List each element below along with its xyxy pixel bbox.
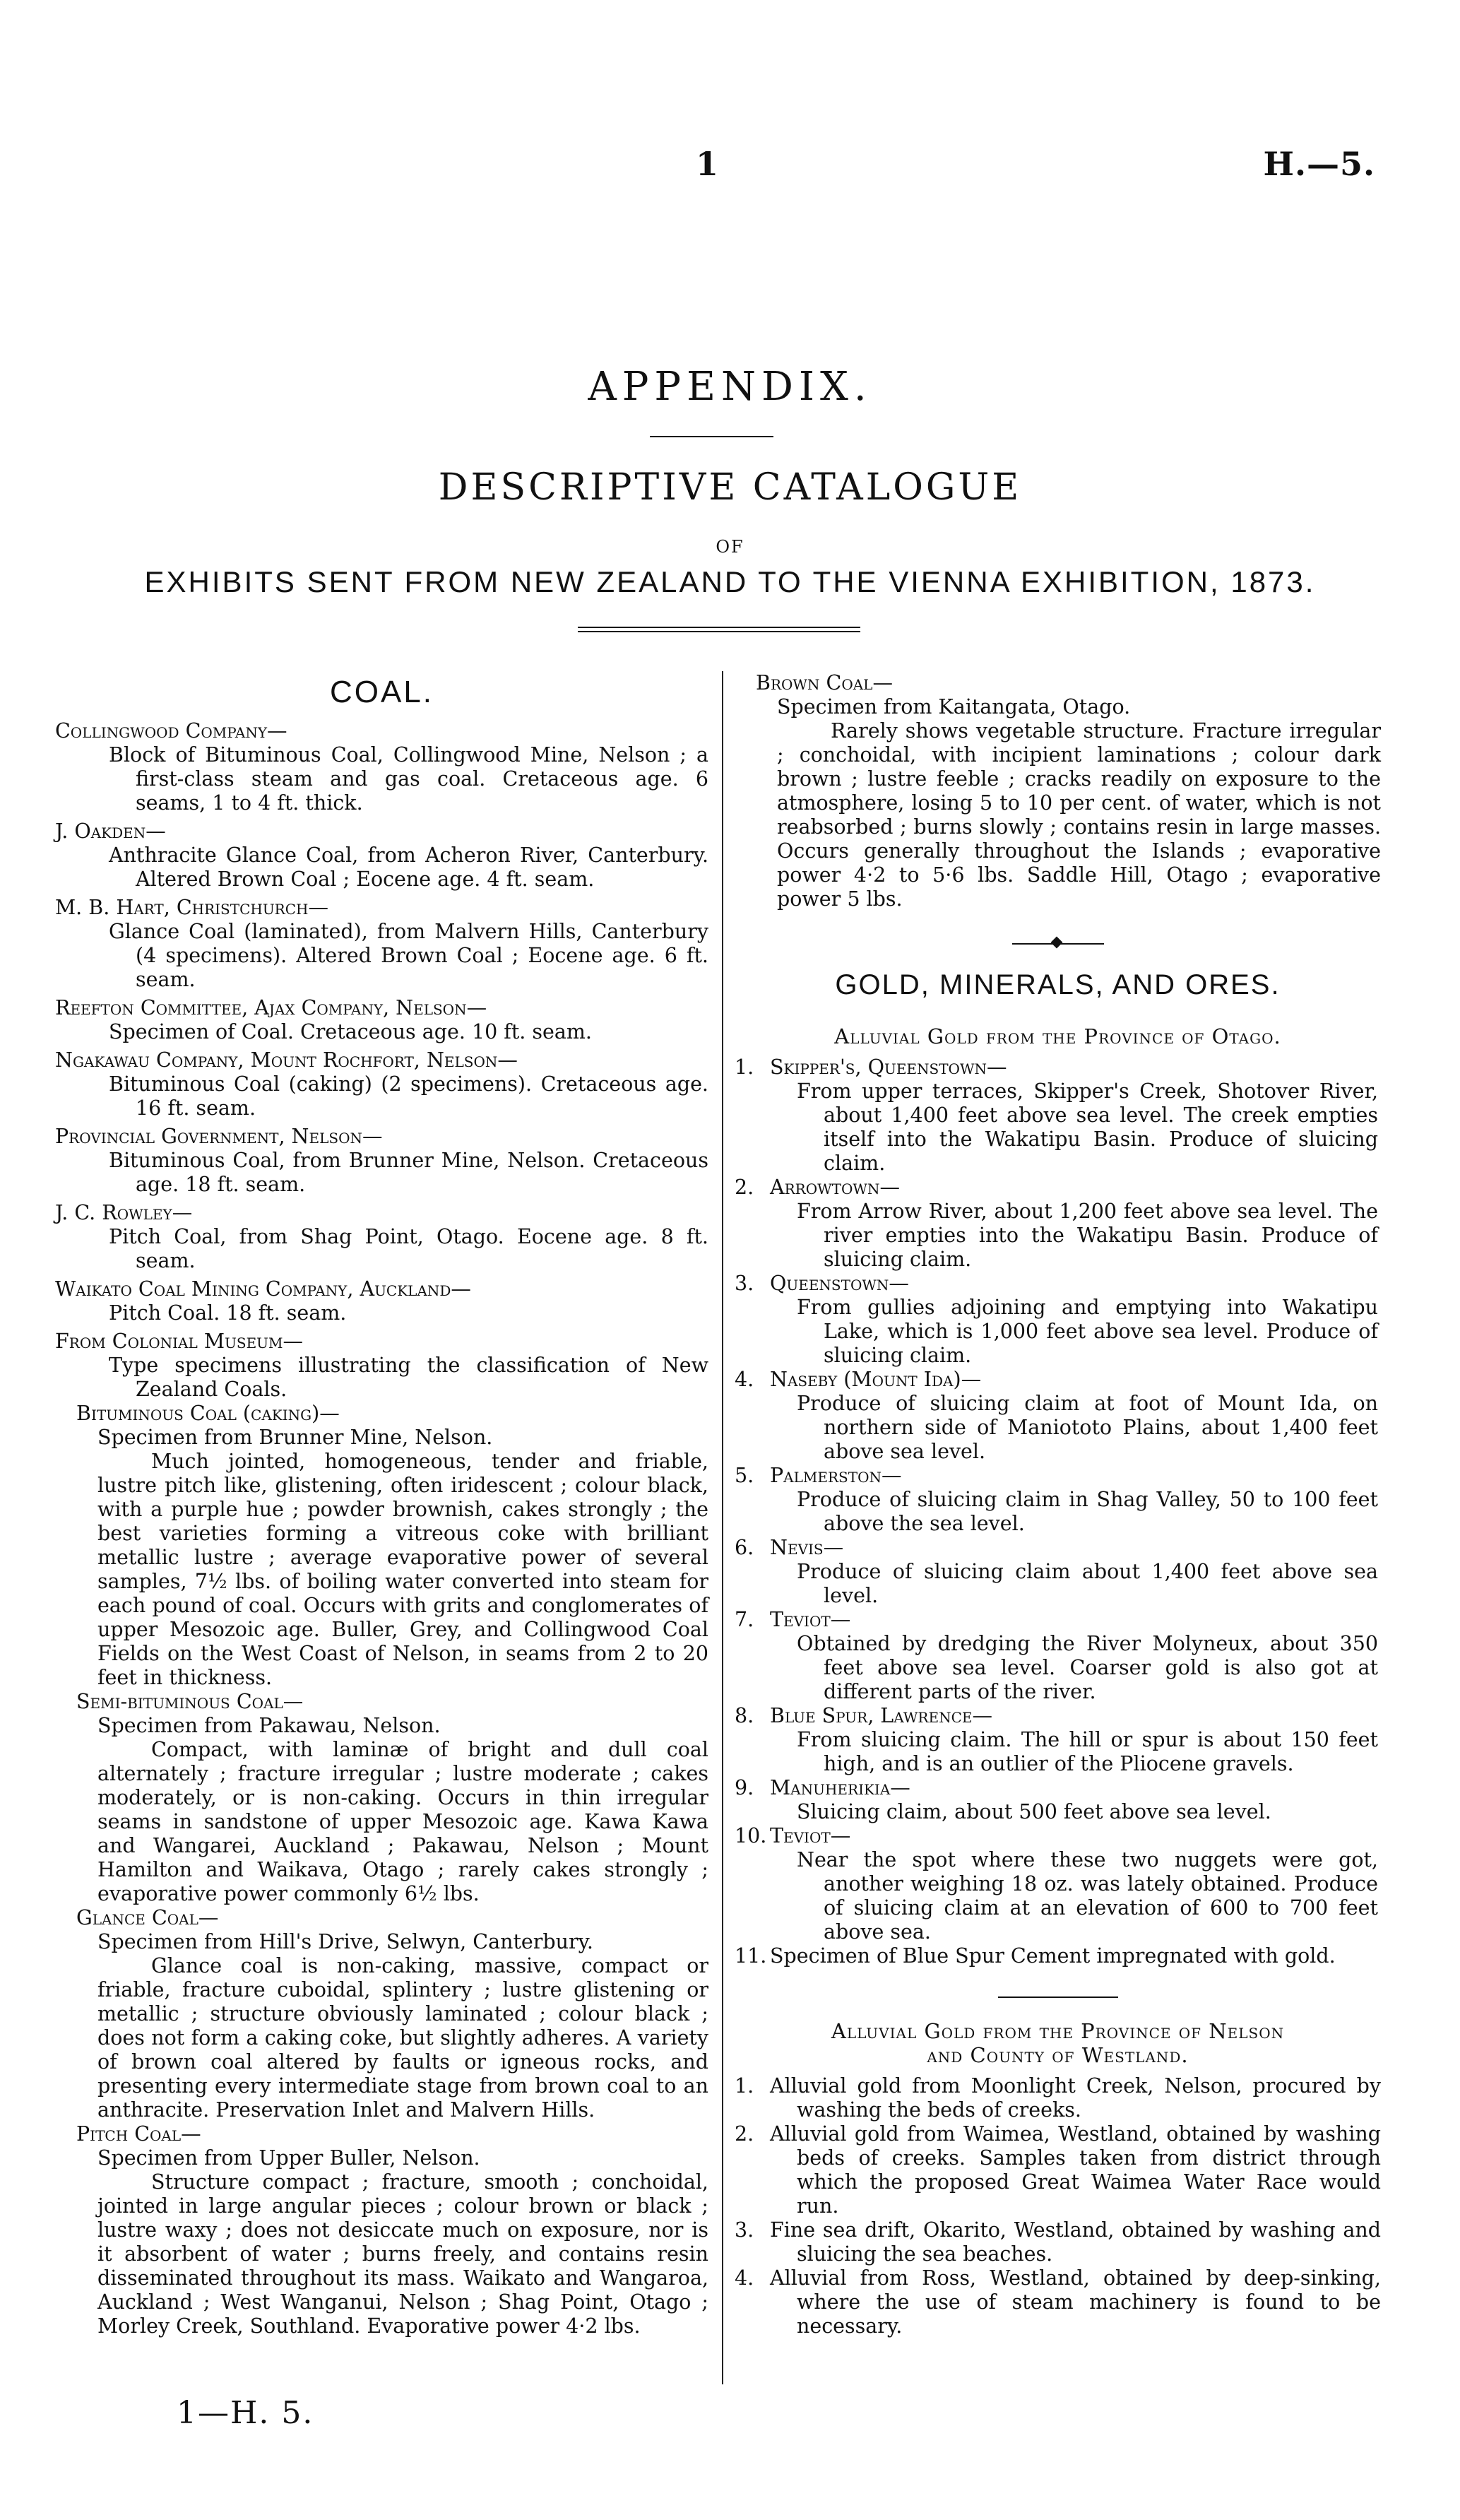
item-place: Skipper's, Queenstown— [770,1055,1007,1079]
coal-entry [55,719,708,815]
item-text: Fine sea drift, Okarito, Westland, obtained by washing and sluicing the sea beaches. [770,2218,1381,2266]
sub-description: Compact, with laminæ of bright and dull coal alternately ; fracture irregular ; lustre moderate ; cakes moderately, or is non-caking. Occurs in thin irregular seams in sandstone of upper Mesozoic age. Kawa Kawa and Wangarei, Auckland ; Pakawau, Nelson ; Mount Hamilton and Waikava, Otago ; rarely cakes strongly ; evaporative power commonly 6½ lbs. [97,1738,708,1905]
list-item [735,1464,1381,1536]
coal-heading: COAL. [329,675,434,709]
list-item [735,2266,1381,2338]
list-item [735,1176,1381,1272]
item-number: 6. [735,1536,754,1559]
coal-entry [55,1048,708,1120]
sub-specimen: Specimen from Pakawau, Nelson. [97,1714,441,1737]
coal-entry [55,1125,708,1197]
nelson-heading-line: and County of Westland. [927,2043,1189,2067]
item-text: Produce of sluicing claim in Shag Valley, 50 to 100 feet above the sea level. [797,1488,1378,1535]
item-place: Palmerston— [770,1464,902,1487]
entry-head: J. Oakden— [55,820,166,843]
item-place: Teviot— [770,1824,851,1847]
coal-entry [55,896,708,992]
item-number: 3. [735,1272,754,1295]
item-number: 3. [735,2218,754,2242]
entry-text: Bituminous Coal, from Brunner Mine, Nelson. Cretaceous age. 18 ft. seam. [109,1149,708,1196]
entry-text: Anthracite Glance Coal, from Acheron River, Canterbury. Altered Brown Coal ; Eocene age. 4 ft. seam. [109,844,708,891]
item-number: 5. [735,1464,754,1487]
sub-description: Glance coal is non-caking, massive, compact or friable, fracture cuboidal, splintery ; lustre glistening or metallic ; structure obviously laminated ; colour black ; does not form a caking coke, but slightly adheres. A variety of brown coal altered by faults or igneous rocks, and presenting every intermediate stage from brown coal to an anthracite. Preservation Inlet and Malvern Hills. [97,1954,708,2122]
appendix-title: APPENDIX. [588,364,872,410]
sub-head: Semi-bituminous Coal— [76,1690,304,1713]
coal-entry [55,1277,708,1325]
sub-specimen: Specimen from Hill's Drive, Selwyn, Canterbury. [97,1930,593,1953]
sub-head: Glance Coal— [76,1906,219,1929]
item-number: 10. [735,1824,767,1847]
item-text: Specimen of Blue Spur Cement impregnated with gold. [770,1944,1336,1968]
item-text: Obtained by dredging the River Molyneux, about 350 feet above sea level. Coarser gold is also got at different parts of the river. [797,1632,1378,1703]
column-divider [722,671,723,2384]
entry-head: Reefton Committee, Ajax Company, Nelson— [55,996,487,1019]
coal-entry [55,996,708,1044]
list-item [735,1824,1381,1944]
list-item [735,1055,1381,1176]
item-place: Blue Spur, Lawrence— [770,1704,992,1727]
entry-head: Ngakawau Company, Mount Rochfort, Nelson— [55,1048,518,1072]
list-item [735,1704,1381,1776]
double-rule [578,627,860,632]
item-place: Naseby (Mount Ida)— [770,1368,982,1391]
of-label: OF [716,537,744,557]
coal-entry [55,820,708,892]
title-rule [650,436,773,437]
item-place: Queenstown— [770,1272,909,1295]
item-text: Alluvial from Ross, Westland, obtained by deep-sinking, where the use of steam machinery is found to be necessary. [770,2266,1381,2338]
item-number: 4. [735,1368,754,1391]
item-number: 9. [735,1776,754,1799]
item-place: Teviot— [770,1608,851,1631]
entry-text: Pitch Coal. 18 ft. seam. [109,1301,347,1325]
nelson-heading-line: Alluvial Gold from the Province of Nelson [831,2019,1285,2043]
item-number: 8. [735,1704,754,1727]
item-text: From upper terraces, Skipper's Creek, Shotover River, about 1,400 feet above sea level. The creek empties itself into the Wakatipu Basin. Produce of sluicing claim. [797,1079,1378,1175]
museum-entry [55,1330,708,2338]
item-number: 1. [735,1055,754,1079]
item-number: 7. [735,1608,754,1631]
item-number: 11. [735,1944,767,1968]
item-place: Arrowtown— [770,1176,900,1199]
list-item [735,1608,1381,1704]
entry-head: M. B. Hart, Christchurch— [55,896,328,919]
entry-text: Glance Coal (laminated), from Malvern Hills, Canterbury (4 specimens). Altered Brown Coal ; Eocene age. 6 ft. seam. [109,920,708,991]
item-number: 2. [735,2122,754,2146]
sub-head: Pitch Coal— [76,2122,201,2146]
catalogue-title: DESCRIPTIVE CATALOGUE [438,466,1022,509]
list-item [735,2074,1381,2122]
nelson-heading [735,2019,1381,2067]
list-item [735,1776,1381,1824]
list-item [735,1536,1381,1608]
gold-heading: GOLD, MINERALS, AND ORES. [835,969,1281,1000]
entry-head: J. C. Rowley— [55,1201,193,1224]
item-text: Near the spot where these two nuggets were got, another weighing 18 oz. was lately obtained. Produce of sluicing claim at an elevation of 600 to 700 feet above sea. [797,1848,1378,1944]
sub-description: Much jointed, homogeneous, tender and friable, lustre pitch like, glistening, often iridescent ; colour black, with a purple hue ; powder brownish, cakes strongly ; the best varieties forming a vitreous coke with brilliant metallic lustre ; average evaporative power of several samples, 7½ lbs. of boiling water converted into steam for each pound of coal. Occurs with grits and conglomerates of upper Mesozoic age. Buller, Grey, and Collingwood Coal Fields on the West Coast of Nelson, in seams from 2 to 20 feet in thickness. [97,1450,708,1689]
section-rule [998,1997,1118,1998]
item-text: From gullies adjoining and emptying into Wakatipu Lake, which is 1,000 feet above sea level. Produce of sluicing claim. [797,1296,1378,1367]
sub-description: Structure compact ; fracture, smooth ; conchoidal, jointed in large angular pieces ; colour brown or black ; lustre waxy ; does not desiccate much on exposure, nor is it absorbent of water ; burns freely, and contains resin disseminated throughout its mass. Waikato and Wangaroa, Auckland ; West Wanganui, Nelson ; Shag Point, Otago ; Morley Creek, Southland. Evaporative power 4·2 lbs. [97,2170,708,2338]
ornament-divider [1012,937,1104,951]
sub-description: Rarely shows vegetable structure. Fracture irregular ; conchoidal, with incipient laminations ; colour dark brown ; lustre feeble ; cracks readily on exposure to the atmosphere, losing 5 to 10 per cent. of water, which is not reabsorbed ; burns slowly ; contains resin in large masses. Occurs generally throughout the Islands ; evaporative power 4·2 to 5·6 lbs. Saddle Hill, Otago ; evaporative power 5 lbs. [777,719,1381,911]
entry-text: Type specimens illustrating the classification of New Zealand Coals. [109,1354,708,1401]
list-item [735,1944,1381,1968]
item-number: 1. [735,2074,754,2098]
item-text: Produce of sluicing claim about 1,400 feet above sea level. [797,1560,1378,1607]
entry-text: Pitch Coal, from Shag Point, Otago. Eocene age. 8 ft. seam. [109,1225,708,1272]
item-text: From sluicing claim. The hill or spur is about 150 feet high, and is an outlier of the Pliocene gravels. [797,1728,1378,1775]
list-item [735,2122,1381,2218]
brown-coal-entry [735,671,1381,911]
sub-specimen: Specimen from Upper Buller, Nelson. [97,2146,480,2170]
sub-head: Bituminous Coal (caking)— [76,1402,340,1425]
document-reference: H.—5. [1263,145,1375,183]
item-text: Alluvial gold from Waimea, Westland, obtained by washing beds of creeks. Samples taken from district through which the proposed Great Waimea Water Race would run. [770,2122,1381,2218]
item-text: Sluicing claim, about 500 feet above sea level. [797,1800,1271,1823]
sub-specimen: Specimen from Brunner Mine, Nelson. [97,1426,493,1449]
item-text: Produce of sluicing claim at foot of Mount Ida, on northern side of Maniototo Plains, about 1,400 feet above sea level. [797,1392,1378,1463]
list-item [735,2218,1381,2266]
entry-head: From Colonial Museum— [55,1330,304,1353]
entry-text: Block of Bituminous Coal, Collingwood Mine, Nelson ; a first-class steam and gas coal. Cretaceous age. 6 seams, 1 to 4 ft. thick. [109,743,708,815]
entry-head: Collingwood Company— [55,719,287,743]
page-number: 1 [696,145,719,183]
coal-entry [55,1201,708,1273]
entry-text: Bituminous Coal (caking) (2 specimens). Cretaceous age. 16 ft. seam. [109,1072,708,1120]
item-text: Alluvial gold from Moonlight Creek, Nelson, procured by washing the beds of creeks. [770,2074,1381,2122]
left-column [55,671,708,2343]
right-column [735,671,1381,2338]
item-place: Manuherikia— [770,1776,910,1799]
item-number: 2. [735,1176,754,1199]
sub-specimen: Specimen from Kaitangata, Otago. [777,695,1131,718]
page-signature: 1—H. 5. [177,2395,314,2431]
entry-head: Waikato Coal Mining Company, Auckland— [55,1277,471,1301]
item-place: Nevis— [770,1536,844,1559]
item-text: From Arrow River, about 1,200 feet above sea level. The river empties into the Wakatipu Basin. Produce of sluicing claim. [797,1200,1378,1271]
item-number: 4. [735,2266,754,2290]
otago-heading: Alluvial Gold from the Province of Otago. [834,1024,1281,1048]
entry-head: Provincial Government, Nelson— [55,1125,383,1148]
list-item [735,1272,1381,1368]
exhibits-title: EXHIBITS SENT FROM NEW ZEALAND TO THE VIENNA EXHIBITION, 1873. [144,565,1316,598]
sub-head: Brown Coal— [756,671,893,694]
list-item [735,1368,1381,1464]
entry-text: Specimen of Coal. Cretaceous age. 10 ft. seam. [109,1020,592,1043]
